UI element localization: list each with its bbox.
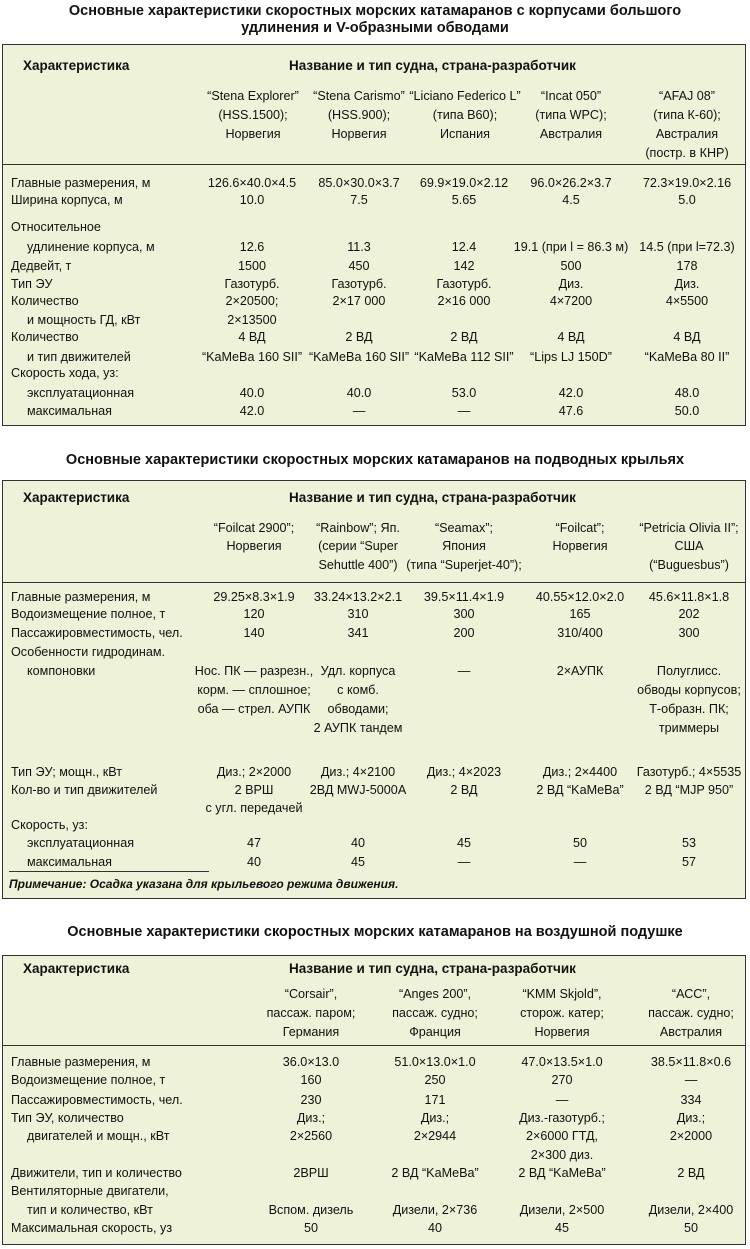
table2-label-7: Скорость, уз: <box>11 818 88 832</box>
table3-label-6: Вентиляторные двигатели, <box>11 1184 169 1198</box>
table1-vessel-3-line-2: (типа WPC); <box>535 108 607 122</box>
table2-layout-c1-line-2: обводами; <box>327 702 389 716</box>
table1-vessel-0-line-3: Норвегия <box>225 127 281 141</box>
table2-layout-c1-line-3: 2 АУПК тандем <box>313 721 403 735</box>
table3-cell-r2-c0: 230 <box>300 1093 322 1107</box>
table1-vessel-2-line-3: Испания <box>440 127 490 141</box>
table3-cell-r7-c2: Дизели, 2×500 <box>519 1203 605 1217</box>
table1-cell-r2-c2: 12.4 <box>451 240 477 254</box>
table3-cell-r4-c2: 2×6000 ГТД, <box>526 1129 598 1143</box>
table2-vessel-1-line-1: “Rainbow”; Яп. <box>316 521 400 535</box>
table2-cell-r0-c0: 29.25×8.3×1.9 <box>213 590 295 604</box>
table1-label-12: максимальная <box>27 404 112 418</box>
table2-speed-max-c3: — <box>573 855 587 869</box>
table3-col-header-right: Название и тип судна, страна-разработчик <box>289 961 576 976</box>
table2-speed-service-c4: 53 <box>681 836 697 850</box>
table1-cell-r4-c4: Диз. <box>674 277 700 291</box>
table1-vessel-1-line-3: Норвегия <box>331 127 387 141</box>
table3-cell-r0-c0: 36.0×13.0 <box>282 1055 340 1069</box>
table2-vessel-2-line-2: Япония <box>442 539 486 553</box>
table2-power-c1: Диз.; 4×2100 <box>320 765 396 779</box>
table1-cell-r0-c0: 126.6×40.0×4.5 <box>207 176 297 190</box>
table1-vessel-0-line-1: “Stena Explorer” <box>207 89 299 103</box>
table1-label-6: Количество <box>11 294 79 308</box>
table2-label-9: максимальная <box>27 855 112 869</box>
table3-label-1: Водоизмещение полное, т <box>11 1073 166 1087</box>
table3-label-8: Максимальная скорость, уз <box>11 1221 173 1235</box>
table1-cell-r0-c2: 69.9×19.0×2.12 <box>419 176 509 190</box>
table3-label-3: Тип ЭУ, количество <box>11 1111 124 1125</box>
table1-col-header-left: Характеристика <box>23 58 130 73</box>
table2-speed-max-c4: 57 <box>681 855 697 869</box>
table2-cell-r0-c1: 33.24×13.2×2.1 <box>313 590 403 604</box>
table2-cell-r2-c3: 310/400 <box>557 626 603 640</box>
table2-vessel-4-line-3: (“Buguesbus”) <box>649 558 729 572</box>
table2-propulsor-c0-line-0: 2 ВРШ <box>234 783 274 797</box>
table3-vessel-1-line-2: пассаж. судно; <box>392 1006 478 1020</box>
table1-cell-r3-c2: 142 <box>453 259 475 273</box>
table1-title-line1: Основные характеристики скоростных морских катамаранов с корпусами большого <box>68 3 682 19</box>
table3 <box>2 955 746 1245</box>
table1-cell-r2-c4: 14.5 (при l=72.3) <box>639 240 735 254</box>
table2-propulsor-c3-line-0: 2 ВД “KaMeBa” <box>536 783 624 797</box>
table3-col-header-left: Характеристика <box>23 961 130 976</box>
table1-cell-r9-c2: 53.0 <box>451 386 477 400</box>
table3-vessel-1-line-1: “Anges 200”, <box>398 987 472 1001</box>
table1-cell-r8-c3: “Lips LJ 150D” <box>530 350 612 364</box>
table2-propulsor-c4-line-0: 2 ВД “MJP 950” <box>644 783 734 797</box>
table3-cell-r4-c0: 2×2560 <box>289 1129 333 1143</box>
table1-cell-r2-c3: 19.1 (при l = 86.3 м) <box>513 240 629 254</box>
table2-power-c3: Диз.; 2×4400 <box>542 765 618 779</box>
table2-note-rule <box>9 871 209 872</box>
table3-cell-r1-c0: 160 <box>300 1073 322 1087</box>
table3-cell-r6-c0: 2ВРШ <box>293 1166 329 1180</box>
table2-vessel-0-line-2: Норвегия <box>226 539 282 553</box>
table3-vessel-1-line-3: Франция <box>409 1025 461 1039</box>
table3-cell-r2-c3: 334 <box>680 1093 702 1107</box>
table2-vessel-2-line-3: (типа “Superjet-40”); <box>406 558 522 572</box>
table2-layout-c0-line-0: Нос. ПК — разрезн., <box>194 664 314 678</box>
table3-cell-r7-c1: Дизели, 2×736 <box>392 1203 478 1217</box>
table3-cell-r3-c2: Диз.-газотурб.; <box>519 1111 605 1125</box>
table2-speed-max-c2: — <box>457 855 471 869</box>
table3-cell-r6-c1: 2 ВД “KaMeBa” <box>391 1166 479 1180</box>
table1-cell-r4-c2: Газотурб. <box>436 277 492 291</box>
table2-label-0: Главные размерения, м <box>11 590 151 604</box>
table2 <box>2 480 746 899</box>
table1-cell-r0-c3: 96.0×26.2×3.7 <box>530 176 612 190</box>
table2-cell-r2-c1: 341 <box>347 626 369 640</box>
table3-cell-r3-c3: Диз.; <box>676 1111 706 1125</box>
table1-cell-r9-c0: 40.0 <box>239 386 265 400</box>
table2-propulsor-c1-line-0: 2ВД MWJ-5000A <box>309 783 407 797</box>
table2-power-c0: Диз.; 2×2000 <box>216 765 292 779</box>
table1-cell-r1-c3: 4.5 <box>562 193 580 207</box>
table1-label-5: Тип ЭУ <box>11 277 53 291</box>
table2-propulsor-c2-line-0: 2 ВД <box>450 783 478 797</box>
table2-power-c2: Диз.; 4×2023 <box>426 765 502 779</box>
table3-label-2: Пассажировместимость, чел. <box>11 1093 183 1107</box>
table2-label-3: Особенности гидродинам. <box>11 645 166 659</box>
table1-label-7: и мощность ГД, кВт <box>27 313 141 327</box>
table1-cell-r0-c1: 85.0×30.0×3.7 <box>318 176 400 190</box>
table3-cell-r4-c3: 2×2000 <box>669 1129 713 1143</box>
table3-cell-r5-c2: 2×300 диз. <box>530 1148 594 1162</box>
table1-cell-r4-c0: Газотурб. <box>224 277 280 291</box>
table2-cell-r1-c3: 165 <box>569 607 591 621</box>
table3-cell-r1-c1: 250 <box>424 1073 446 1087</box>
table1-label-0: Главные размерения, м <box>11 176 151 190</box>
table1-cell-r8-c2: “KaMeBa 112 SII” <box>414 350 514 364</box>
table1-vessel-4-line-3: Австралия <box>655 127 719 141</box>
table3-cell-r7-c0: Вспом. дизель <box>268 1203 354 1217</box>
table3-cell-r6-c2: 2 ВД “KaMeBa” <box>518 1166 606 1180</box>
table1-label-4: Дедвейт, т <box>11 259 72 273</box>
table2-cell-r1-c0: 120 <box>243 607 265 621</box>
table2-power-c4: Газотурб.; 4×5535 <box>636 765 742 779</box>
table3-cell-r2-c2: — <box>555 1093 569 1107</box>
table1-cell-r5-c2: 2×16 000 <box>437 294 491 308</box>
table1-cell-r4-c3: Диз. <box>558 277 584 291</box>
table1-cell-r10-c4: 50.0 <box>674 404 700 418</box>
table1-cell-r10-c3: 47.6 <box>558 404 584 418</box>
table2-speed-service-c3: 50 <box>572 836 588 850</box>
table3-label-5: Движители, тип и количество <box>11 1166 182 1180</box>
table3-cell-r2-c1: 171 <box>424 1093 446 1107</box>
table1-cell-r0-c4: 72.3×19.0×2.16 <box>642 176 732 190</box>
table1-cell-r5-c4: 4×5500 <box>665 294 709 308</box>
table1-label-1: Ширина корпуса, м <box>11 193 123 207</box>
table1-cell-r3-c0: 1500 <box>237 259 267 273</box>
table1-cell-r5-c0: 2×20500; <box>225 294 279 308</box>
table2-cell-r2-c0: 140 <box>243 626 265 640</box>
table1-title-line2: удлинения и V-образными обводами <box>241 20 509 36</box>
table2-layout-c0-line-1: корм. — сплошное; <box>197 683 311 697</box>
table1-cell-r4-c1: Газотурб. <box>331 277 387 291</box>
table3-label-7: тип и количество, кВт <box>27 1203 153 1217</box>
table1-cell-r7-c4: 4 ВД <box>673 330 701 344</box>
table3-cell-r8-c0: 50 <box>303 1221 319 1235</box>
table2-speed-service-c1: 40 <box>350 836 366 850</box>
table2-col-header-left: Характеристика <box>23 490 130 505</box>
table3-cell-r4-c1: 2×2944 <box>413 1129 457 1143</box>
table1-vessel-2-line-2: (типа В60); <box>432 108 498 122</box>
table1-label-11: эксплуатационная <box>27 386 135 400</box>
table1-vessel-4-line-2: (типа К-60); <box>653 108 721 122</box>
table1-cell-r3-c3: 500 <box>560 259 582 273</box>
table3-cell-r0-c1: 51.0×13.0×1.0 <box>394 1055 476 1069</box>
table2-cell-r2-c2: 200 <box>453 626 475 640</box>
table1-cell-r7-c2: 2 ВД <box>450 330 478 344</box>
table3-cell-r6-c3: 2 ВД <box>677 1166 705 1180</box>
table2-vessel-1-line-2: (серии “Super <box>318 539 398 553</box>
table2-speed-service-c0: 47 <box>246 836 262 850</box>
table3-vessel-2-line-2: сторож. катер; <box>520 1006 604 1020</box>
table1-cell-r1-c2: 5.65 <box>451 193 477 207</box>
table2-propulsor-c0-line-1: с угл. передачей <box>205 801 303 815</box>
table2-label-2: Пассажировместимость, чел. <box>11 626 183 640</box>
table2-label-1: Водоизмещение полное, т <box>11 607 166 621</box>
table2-layout-c4-line-3: триммеры <box>658 721 720 735</box>
table1-vessel-0-line-2: (HSS.1500); <box>218 108 288 122</box>
table1-cell-r7-c3: 4 ВД <box>557 330 585 344</box>
table2-cell-r0-c3: 40.55×12.0×2.0 <box>535 590 625 604</box>
table2-label-5: Тип ЭУ; мощн., кВт <box>11 765 123 779</box>
table3-vessel-2-line-1: “KMM Skjold”, <box>522 987 602 1001</box>
table1-cell-r9-c3: 42.0 <box>558 386 584 400</box>
table3-cell-r7-c3: Дизели, 2×400 <box>648 1203 734 1217</box>
table2-label-8: эксплуатационная <box>27 836 135 850</box>
table2-layout-c4-line-0: Полуглисс. <box>656 664 722 678</box>
table2-cell-r1-c4: 202 <box>678 607 700 621</box>
table2-vessel-3-line-2: Норвегия <box>552 539 608 553</box>
table2-col-header-right: Название и тип судна, страна-разработчик <box>289 490 576 505</box>
table3-cell-r1-c2: 270 <box>551 1073 573 1087</box>
table1-cell-r8-c0: “KaMeBa 160 SII” <box>201 350 303 364</box>
table2-speed-max-c0: 40 <box>246 855 262 869</box>
table3-title: Основные характеристики скоростных морских катамаранов на воздушной подушке <box>67 924 683 940</box>
table2-vessel-1-line-3: Sehuttle 400”) <box>318 558 398 572</box>
table2-layout-c4-line-2: Т-образн. ПК; <box>649 702 729 716</box>
table2-layout-c1-line-1: с комб. <box>337 683 379 697</box>
table1-label-8: Количество <box>11 330 79 344</box>
table2-vessel-2-line-1: “Seamax”; <box>434 521 494 535</box>
table2-layout-c4-line-1: обводы корпусов; <box>637 683 741 697</box>
table1-vessel-4-line-1: “AFAJ 08” <box>659 89 715 103</box>
table1-col-header-right: Название и тип судна, страна-разработчик <box>289 58 576 73</box>
table2-speed-service-c2: 45 <box>456 836 472 850</box>
table1-cell-r8-c4: “KaMeBa 80 II” <box>644 350 730 364</box>
table2-layout-c0-line-2: оба — стрел. АУПК <box>197 702 311 716</box>
table2-layout-c3-line-0: 2×АУПК <box>556 664 604 678</box>
table2-cell-r2-c4: 300 <box>678 626 700 640</box>
table1-cell-r5-c3: 4×7200 <box>549 294 593 308</box>
table3-vessel-0-line-1: “Corsair”, <box>284 987 338 1001</box>
table3-vessel-3-line-1: “АСС”, <box>671 987 711 1001</box>
table1-label-2: Относительное <box>11 220 101 234</box>
table1-cell-r9-c1: 40.0 <box>346 386 372 400</box>
table3-cell-r8-c1: 40 <box>427 1221 443 1235</box>
table1-cell-r7-c0: 4 ВД <box>238 330 266 344</box>
table2-cell-r0-c4: 45.6×11.8×1.8 <box>648 590 730 604</box>
table3-cell-r0-c2: 47.0×13.5×1.0 <box>521 1055 603 1069</box>
table2-layout-c1-line-0: Удл. корпуса <box>320 664 396 678</box>
table2-label-6: Кол-во и тип движителей <box>11 783 158 797</box>
table2-cell-r1-c2: 300 <box>453 607 475 621</box>
table1-cell-r9-c4: 48.0 <box>674 386 700 400</box>
table3-cell-r0-c3: 38.5×11.8×0.6 <box>650 1055 732 1069</box>
table2-vessel-4-line-1: “Petricia Olivia II”; <box>639 521 739 535</box>
table3-label-4: двигателей и мощн., кВт <box>27 1129 170 1143</box>
table2-cell-r0-c2: 39.5×11.4×1.9 <box>423 590 505 604</box>
table1-label-10: Скорость хода, уз: <box>11 366 119 380</box>
table3-cell-r8-c3: 50 <box>683 1221 699 1235</box>
table2-vessel-0-line-1: “Foilcat 2900”; <box>213 521 295 535</box>
table1-cell-r6-c0: 2×13500 <box>227 313 277 327</box>
table1-vessel-2-line-1: “Liciano Federico L” <box>409 89 521 103</box>
table1-cell-r8-c1: “KaMeBa 160 SII” <box>308 350 410 364</box>
table3-vessel-3-line-2: пассаж. судно; <box>648 1006 734 1020</box>
table3-label-0: Главные размерения, м <box>11 1055 151 1069</box>
table1-cell-r10-c2: — <box>457 404 471 418</box>
table1 <box>2 44 746 426</box>
table1-cell-r10-c1: — <box>352 404 366 418</box>
table1-vessel-1-line-2: (HSS.900); <box>327 108 391 122</box>
table1-cell-r3-c4: 178 <box>676 259 698 273</box>
table1-cell-r1-c0: 10.0 <box>239 193 265 207</box>
table2-cell-r1-c1: 310 <box>347 607 369 621</box>
table1-label-9: и тип движителей <box>27 350 131 364</box>
table2-vessel-4-line-2: США <box>674 539 704 553</box>
table1-cell-r3-c1: 450 <box>348 259 370 273</box>
table1-vessel-3-line-3: Австралия <box>539 127 603 141</box>
table2-layout-c2-line-0: — <box>457 664 471 678</box>
table3-cell-r3-c1: Диз.; <box>420 1111 450 1125</box>
table3-vessel-0-line-2: пассаж. паром; <box>266 1006 356 1020</box>
table1-cell-r2-c1: 11.3 <box>347 240 371 254</box>
table1-label-3: удлинение корпуса, м <box>27 240 155 254</box>
table1-vessel-1-line-1: “Stena Carismo” <box>313 89 405 103</box>
table1-cell-r10-c0: 42.0 <box>239 404 265 418</box>
table1-cell-r1-c1: 7.5 <box>350 193 368 207</box>
table1-vessel-3-line-1: “Incat 050” <box>540 89 602 103</box>
table2-label-4: компоновки <box>27 664 96 678</box>
table1-vessel-4-line-4: (постр. в КНР) <box>645 146 729 160</box>
table3-cell-r8-c2: 45 <box>554 1221 570 1235</box>
table3-vessel-3-line-3: Австралия <box>659 1025 723 1039</box>
table2-note: Примечание: Осадка указана для крыльевого режима движения. <box>9 877 399 891</box>
table3-vessel-2-line-3: Норвегия <box>534 1025 590 1039</box>
table1-cell-r2-c0: 12.6 <box>239 240 265 254</box>
table2-vessel-3-line-1: “Foilcat”; <box>555 521 605 535</box>
table2-title: Основные характеристики скоростных морских катамаранов на подводных крыльях <box>65 452 685 468</box>
table2-speed-max-c1: 45 <box>350 855 366 869</box>
table3-cell-r3-c0: Диз.; <box>296 1111 326 1125</box>
table1-cell-r7-c1: 2 ВД <box>345 330 373 344</box>
table3-cell-r1-c3: — <box>684 1073 698 1087</box>
table1-cell-r1-c4: 5.0 <box>678 193 696 207</box>
table3-vessel-0-line-3: Германия <box>282 1025 340 1039</box>
table1-cell-r5-c1: 2×17 000 <box>332 294 386 308</box>
